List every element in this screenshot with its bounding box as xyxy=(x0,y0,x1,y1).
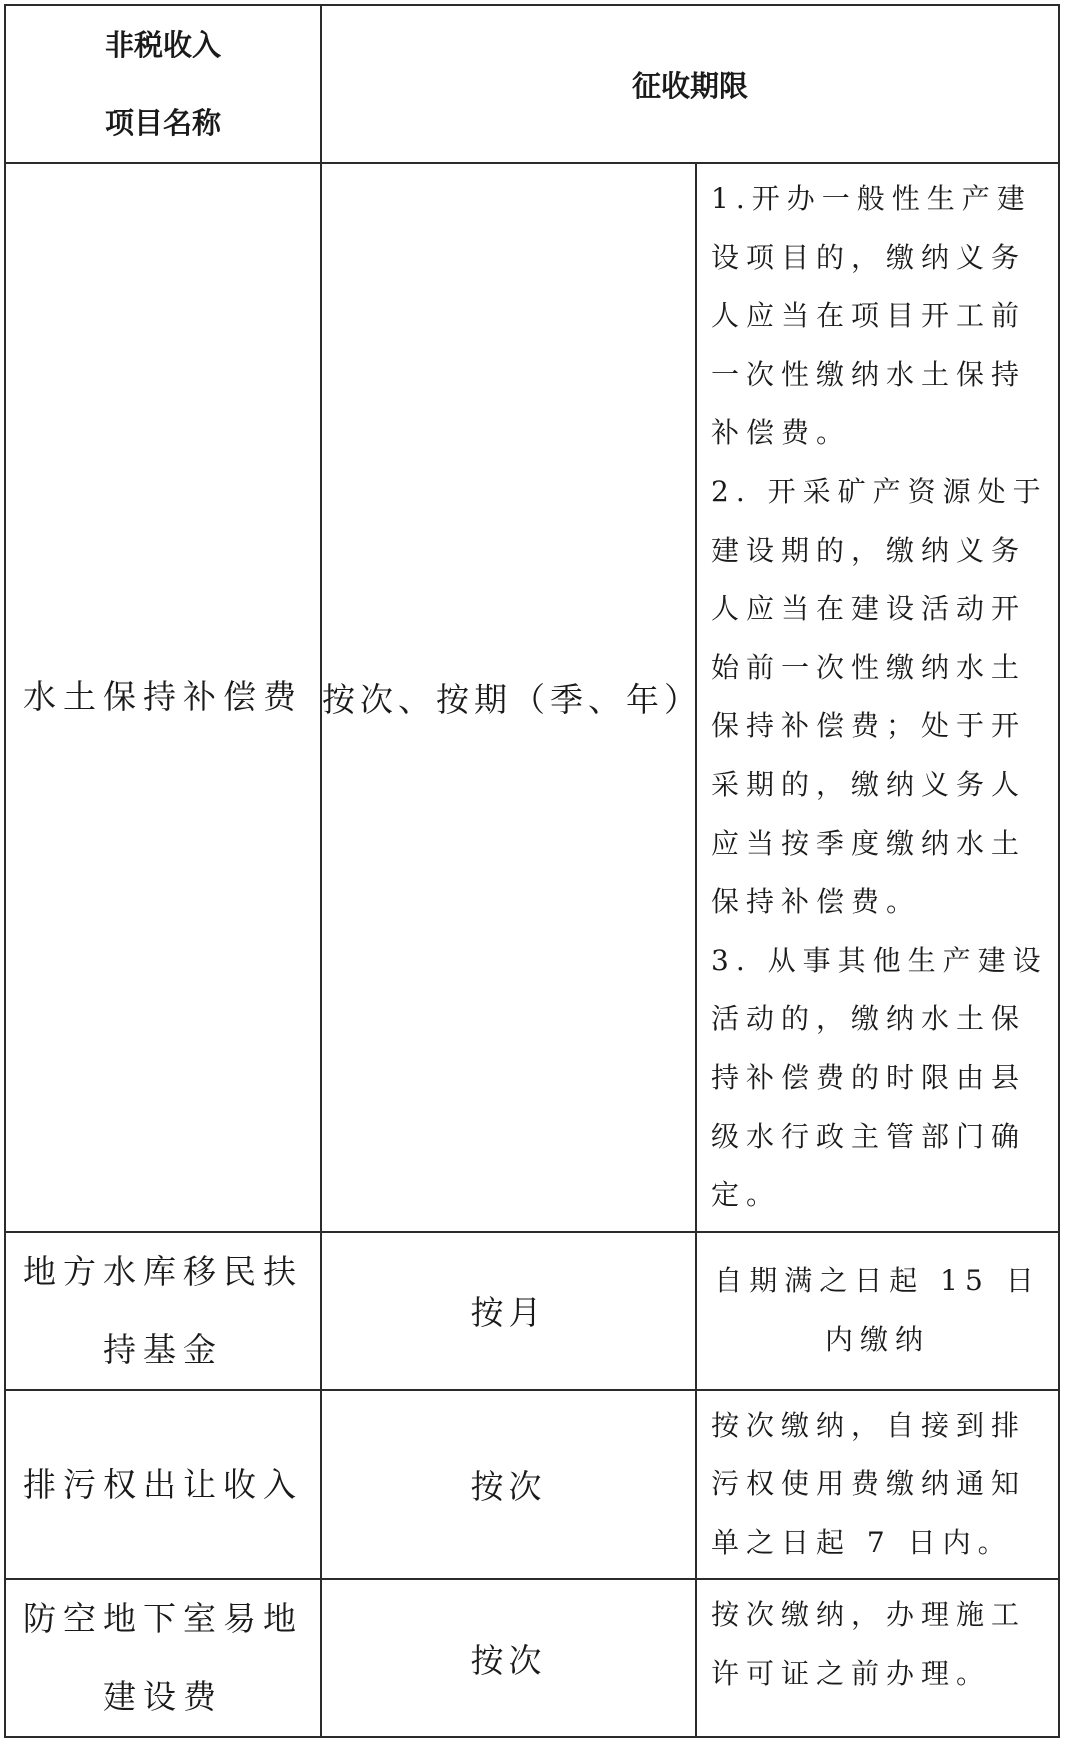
limit-paragraph: 3. 从事其他生产建设活动的，缴纳水土保持补偿费的时限由县级水行政主管部门确定。 xyxy=(711,943,1048,1212)
header-name-line1: 非税收入 xyxy=(104,28,221,62)
header-row xyxy=(5,5,1059,163)
limit-paragraph: 按次缴纳，自接到排污权使用费缴纳通知单之日起 7 日内。 xyxy=(711,1408,1027,1559)
limit-paragraph: 1.开办一般性生产建设项目的，缴纳义务人应当在项目开工前一次性缴纳水土保持补偿费。 xyxy=(711,182,1032,450)
row-name: 防空地下室易地建设费 xyxy=(5,1579,321,1737)
row-limit xyxy=(696,1232,1059,1390)
table-row xyxy=(5,1390,1059,1580)
row-name: 水土保持补偿费 xyxy=(5,163,321,1232)
row-limit xyxy=(696,1390,1059,1580)
row-period: 按次 xyxy=(321,1579,696,1737)
row-name: 排污权出让收入 xyxy=(5,1390,321,1580)
row-limit xyxy=(696,163,1059,1232)
row-period: 按月 xyxy=(321,1232,696,1390)
header-name-line2: 项目名称 xyxy=(104,106,221,140)
row-period: 按次、按期（季、年） xyxy=(321,163,696,1232)
header-project-name xyxy=(5,5,321,163)
limit-paragraph: 按次缴纳，办理施工许可证之前办理。 xyxy=(711,1598,1027,1691)
limit-paragraph: 自期满之日起 15 日内缴纳 xyxy=(714,1264,1041,1356)
header-collection-period: 征收期限 xyxy=(321,5,1059,163)
limit-paragraph: 2. 开采矿产资源处于建设期的，缴纳义务人应当在建设活动开始前一次性缴纳水土保持补偿费；处于开采期的，缴纳义务人应当按季度缴纳水土保持补偿费。 xyxy=(711,474,1048,919)
table-row xyxy=(5,1579,1059,1737)
row-limit xyxy=(696,1579,1059,1737)
table-row xyxy=(5,1232,1059,1390)
tax-period-table xyxy=(4,4,1060,1738)
row-name: 地方水库移民扶持基金 xyxy=(5,1232,321,1390)
row-period: 按次 xyxy=(321,1390,696,1580)
table-row xyxy=(5,163,1059,1232)
